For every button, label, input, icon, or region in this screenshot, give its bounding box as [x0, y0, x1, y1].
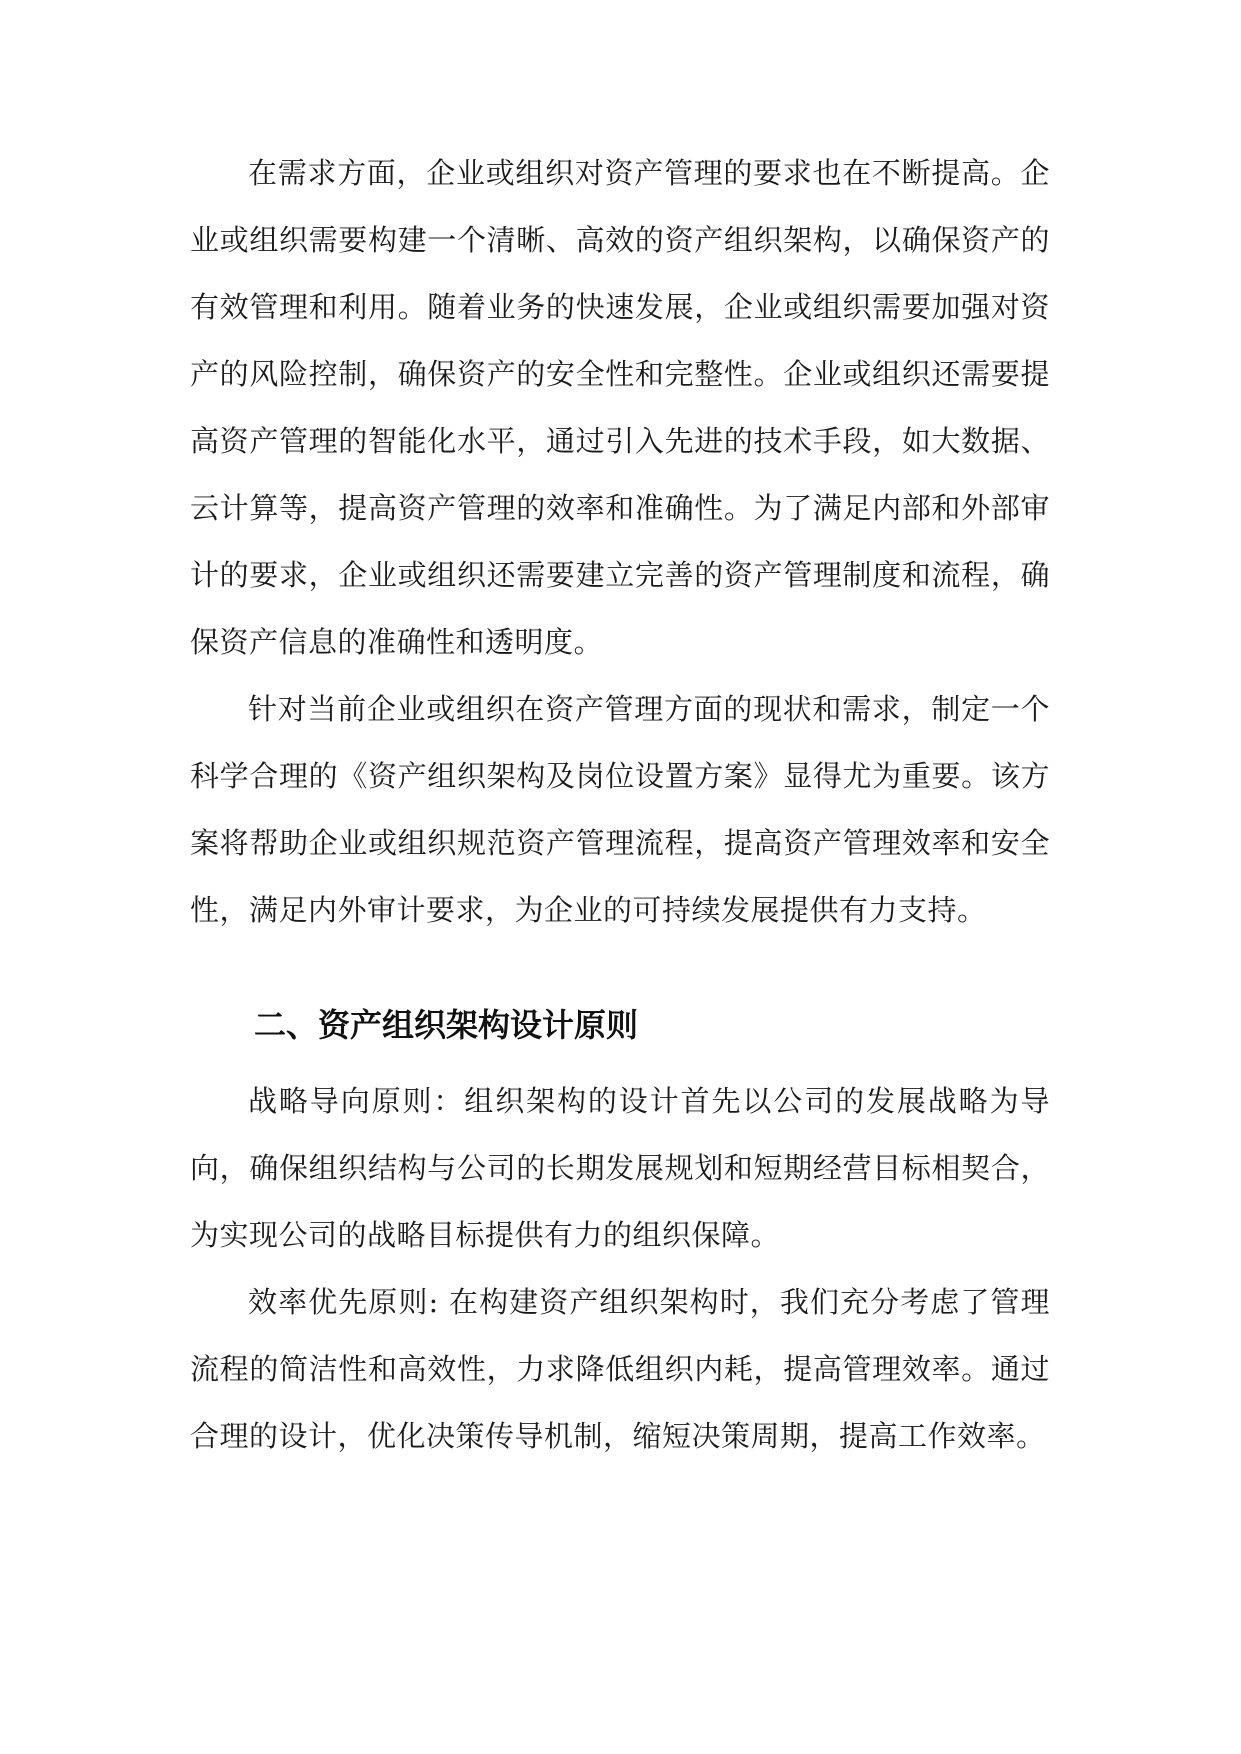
paragraph-strategy-principle: 战略导向原则：组织架构的设计首先以公司的发展战略为导向，确保组织结构与公司的长期发展规划和短期经营目标相契合，为实现公司的战略目标提供有力的组织保障。	[190, 1084, 1050, 1252]
paragraph-demand: 在需求方面，企业或组织对资产管理的要求也在不断提高。企业或组织需要构建一个清晰、高效的资产组织架构，以确保资产的有效管理和利用。随着业务的快速发展，企业或组织需要加强对资产的风险控制，确保资产的安全性和完整性。企业或组织还需要提高资产管理的智能化水平，通过引入先进的技术手段，如大数据、云计算等，提高资产管理的效率和准确性。为了满足内部和外部审计的要求，企业或组织还需要建立完善的资产管理制度和流程，确保资产信息的准确性和透明度。	[190, 156, 1050, 659]
paragraph-plan-purpose: 针对当前企业或组织在资产管理方面的现状和需求，制定一个科学合理的《资产组织架构及岗位设置方案》显得尤为重要。该方案将帮助企业或组织规范资产管理流程，提高资产管理效率和安全性，满足内外审计要求，为企业的可持续发展提供有力支持。	[190, 692, 1050, 927]
paragraph-efficiency-principle: 效率优先原则: 在构建资产组织架构时，我们充分考虑了管理流程的简洁性和高效性，力求降低组织内耗，提高管理效率。通过合理的设计，优化决策传导机制，缩短决策周期，提高工作效率。	[190, 1285, 1050, 1453]
section-heading: 二、资产组织架构设计原则	[254, 1006, 639, 1044]
document-body	[190, 140, 1050, 1470]
